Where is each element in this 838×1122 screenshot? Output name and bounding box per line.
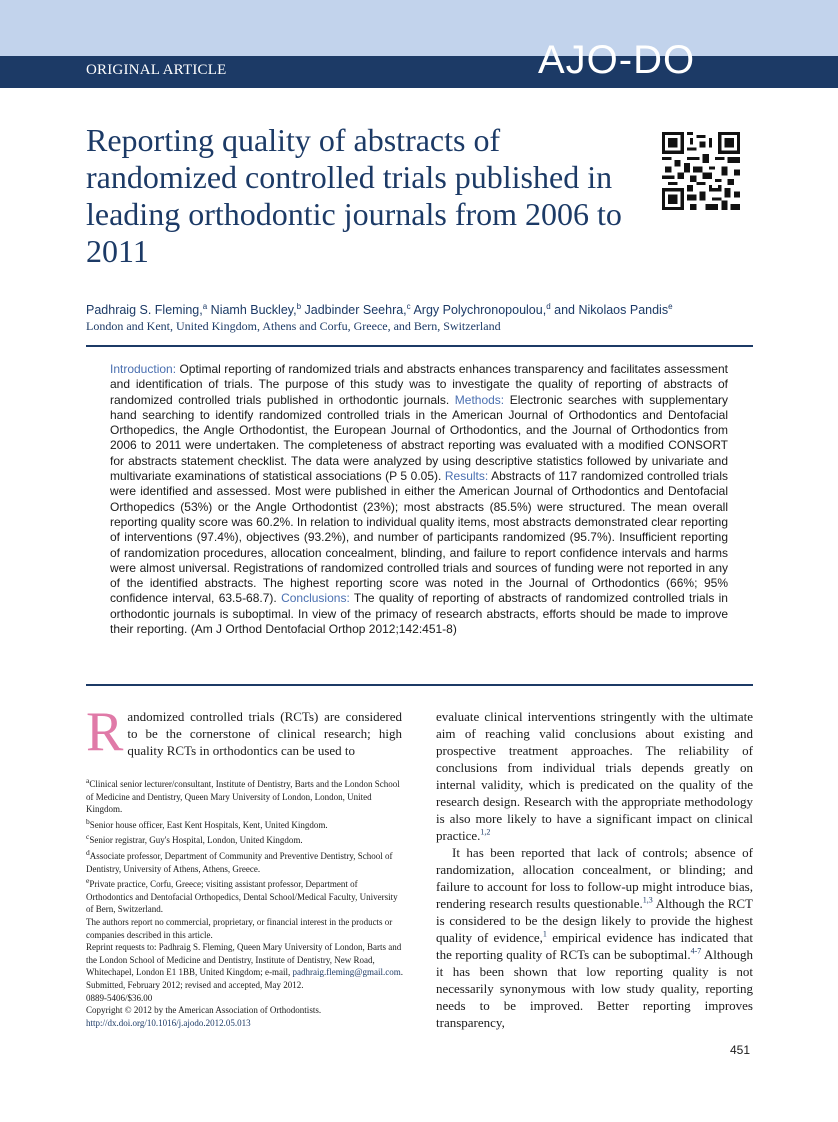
drop-cap: R <box>86 701 124 763</box>
body-left-column <box>86 701 402 763</box>
qr-code-icon[interactable] <box>662 132 740 210</box>
journal-logo: AJO-DO <box>538 38 696 82</box>
footnotes <box>86 775 404 1029</box>
submission-dates: Submitted, February 2012; revised and accepted, May 2012. <box>86 979 304 990</box>
copyright-notice: Copyright © 2012 by the American Association of Orthodontists. <box>86 1005 322 1016</box>
author-affiliations: London and Kent, United Kingdom, Athens and Corfu, Greece, and Bern, Switzerland <box>86 319 501 333</box>
footnote-d: $^d$Associate professor, Department of Community and Preventive Dentistry, School of Dentistry, University of Athens, Athens, Greece. <box>86 847 393 874</box>
page-number: 451 <box>730 1043 751 1057</box>
body-right-column <box>436 708 753 1031</box>
body-paragraph: evaluate clinical interventions stringently with the ultimate aim of reaching valid conclusions about existing and prospective treatment approaches. The reliability of conclusions from individual trials depends greatly on internal validity, which is predicated on the quality of the research design. Research with the appropriate methodology is also more likely to have a significant impact on clinical practice.$^{1,2}$ <box>436 709 753 843</box>
footnote-e: $^e$Private practice, Corfu, Greece; visiting assistant professor, Department of Orthodontics and Dentofacial Orthopedics, Dental School/Medical Faculty, University of Bern, Switzerland. <box>86 876 398 915</box>
author-list <box>86 302 746 317</box>
article-type-label: ORIGINAL ARTICLE <box>86 62 227 78</box>
header-band <box>0 0 838 56</box>
abstract-methods-label: Methods: <box>454 392 505 407</box>
disclosure-note: The authors report no commercial, proprietary, or financial interest in the products or companies described in this article. <box>86 916 393 940</box>
author-affiliation-mark: b <box>296 302 302 311</box>
abstract-results-label: Results: <box>444 469 489 484</box>
article-title: Reporting quality of abstracts of randomized controlled trials published in leading orthodontic journals from 2006 to 2011 <box>86 122 622 269</box>
reprint-requests: Reprint requests to: Padhraig S. Fleming, Queen Mary University of London, Barts and the London School of Medicine and Dentistry, Institute of Dentistry, New Road, Whitechapel, London E1 1BB, United Kingdom; e-mail, padhraig.fleming@gmail.com. <box>86 942 403 978</box>
author-affiliation-mark: e <box>668 302 673 311</box>
citation-ref[interactable]: 4-7 <box>690 946 702 956</box>
doi-link[interactable]: http://dx.doi.org/10.1016/j.ajodo.2012.05.013 <box>86 1017 251 1028</box>
author-name: and Nikolaos Pandis <box>550 303 669 318</box>
citation-ref[interactable]: 1 <box>542 929 547 939</box>
footnote-c: $^c$Senior registrar, Guy's Hospital, London, United Kingdom. <box>86 832 303 846</box>
email-link[interactable]: padhraig.fleming@gmail.com <box>292 967 401 978</box>
body-paragraph: It has been reported that lack of controls; absence of randomization, allocation concealment, or blinding; and failure to account for loss to follow-up might introduce bias, rendering research results questionable.$^{1,3}$ Although the RCT is considered to be the design likely to provide the highest quality of evidence,$^1$ empirical evidence has indicated that the reporting quality of RCTs can be suboptimal.$^{4-7}$ Although it has been shown that low reporting quality is not necessarily synonymous with low study quality, reporting needs to be improved. Better reporting improves transparency, <box>436 845 753 1030</box>
abstract-conclusions-label: Conclusions: <box>281 591 350 606</box>
citation-ref[interactable]: 1,2 <box>480 827 491 837</box>
abstract-top-rule <box>86 345 753 347</box>
intro-paragraph: andomized controlled trials (RCTs) are considered to be the cornerstone of clinical research; high quality RCTs in orthodontics can be used to <box>127 709 402 758</box>
author-affiliation-mark: d <box>546 302 551 311</box>
footnote-b: $^b$Senior house officer, East Kent Hospitals, Kent, United Kingdom. <box>86 816 328 830</box>
author-name: Jadbinder Seehra, <box>301 303 407 318</box>
abstract-introduction: Optimal reporting of randomized trials and abstracts enhances transparency and facilitates assessment and identification of trials. The purpose of this study was to investigate the quality of reporting of abstracts of randomized controlled trials published in orthodontic journals. <box>110 362 728 407</box>
footnote-a: $^a$Clinical senior lecturer/consultant, Institute of Dentistry, Barts and the London School of Medicine and Dentistry, Queen Mary University of London, London, United Kingdom. <box>86 776 400 815</box>
author-name: Padhraig S. Fleming, <box>86 303 203 318</box>
author-affiliation-mark: a <box>202 302 208 311</box>
abstract-introduction-label: Introduction: <box>110 362 177 376</box>
abstract-results: Abstracts of 117 randomized controlled trials were identified and assessed. Most were published in either the American Journal of Orthodontics and Dentofacial Orthopedics (53%) or the Angle Orthodontist (23%); most abstracts (85.5%) were structured. The mean overall reporting quality score was 60.2%. In relation to individual quality items, most abstracts demonstrated clear reporting of interventions (97.4%), objectives (93.2%), and number of participants randomized (95.7%). Insufficient reporting of randomization procedures, allocation concealment, blinding, and failure to report confidence intervals and harms were almost universal. Registrations of randomized controlled trials and sources of funding were not reported in any of the identified abstracts. The highest reporting score was noted in the Journal of Orthodontics (66%; 95% confidence interval, 63.5-68.7). <box>110 469 728 606</box>
citation-ref[interactable]: 1,3 <box>642 895 653 905</box>
author-name: Argy Polychronopoulou, <box>410 303 547 318</box>
abstract-conclusions: The quality of reporting of abstracts of randomized controlled trials in orthodontic journals is suboptimal. In view of the primacy of research abstracts, efforts should be made to improve their reporting. (Am J Orthod Dentofacial Orthop 2012;142:451-8) <box>110 591 728 637</box>
issn-price: 0889-5406/$36.00 <box>86 992 153 1003</box>
author-affiliation-mark: c <box>406 302 411 311</box>
abstract <box>110 362 728 637</box>
abstract-methods: Electronic searches with supplementary hand searching to identify randomized controlled trials in the American Journal of Orthodontics and Dentofacial Orthopedics, the Angle Orthodontist, the European Journal of Orthodontics, and the Journal of Orthodontics from 2006 to 2011 were undertaken. The completeness of abstract reporting was evaluated with a modified CONSORT for abstracts statement checklist. The data were analyzed by using descriptive statistics followed by univariate and multivariate examinations of statistical associations (P 5 0.05). <box>110 392 729 484</box>
author-name: Niamh Buckley, <box>207 303 297 318</box>
abstract-bottom-rule <box>86 684 753 686</box>
